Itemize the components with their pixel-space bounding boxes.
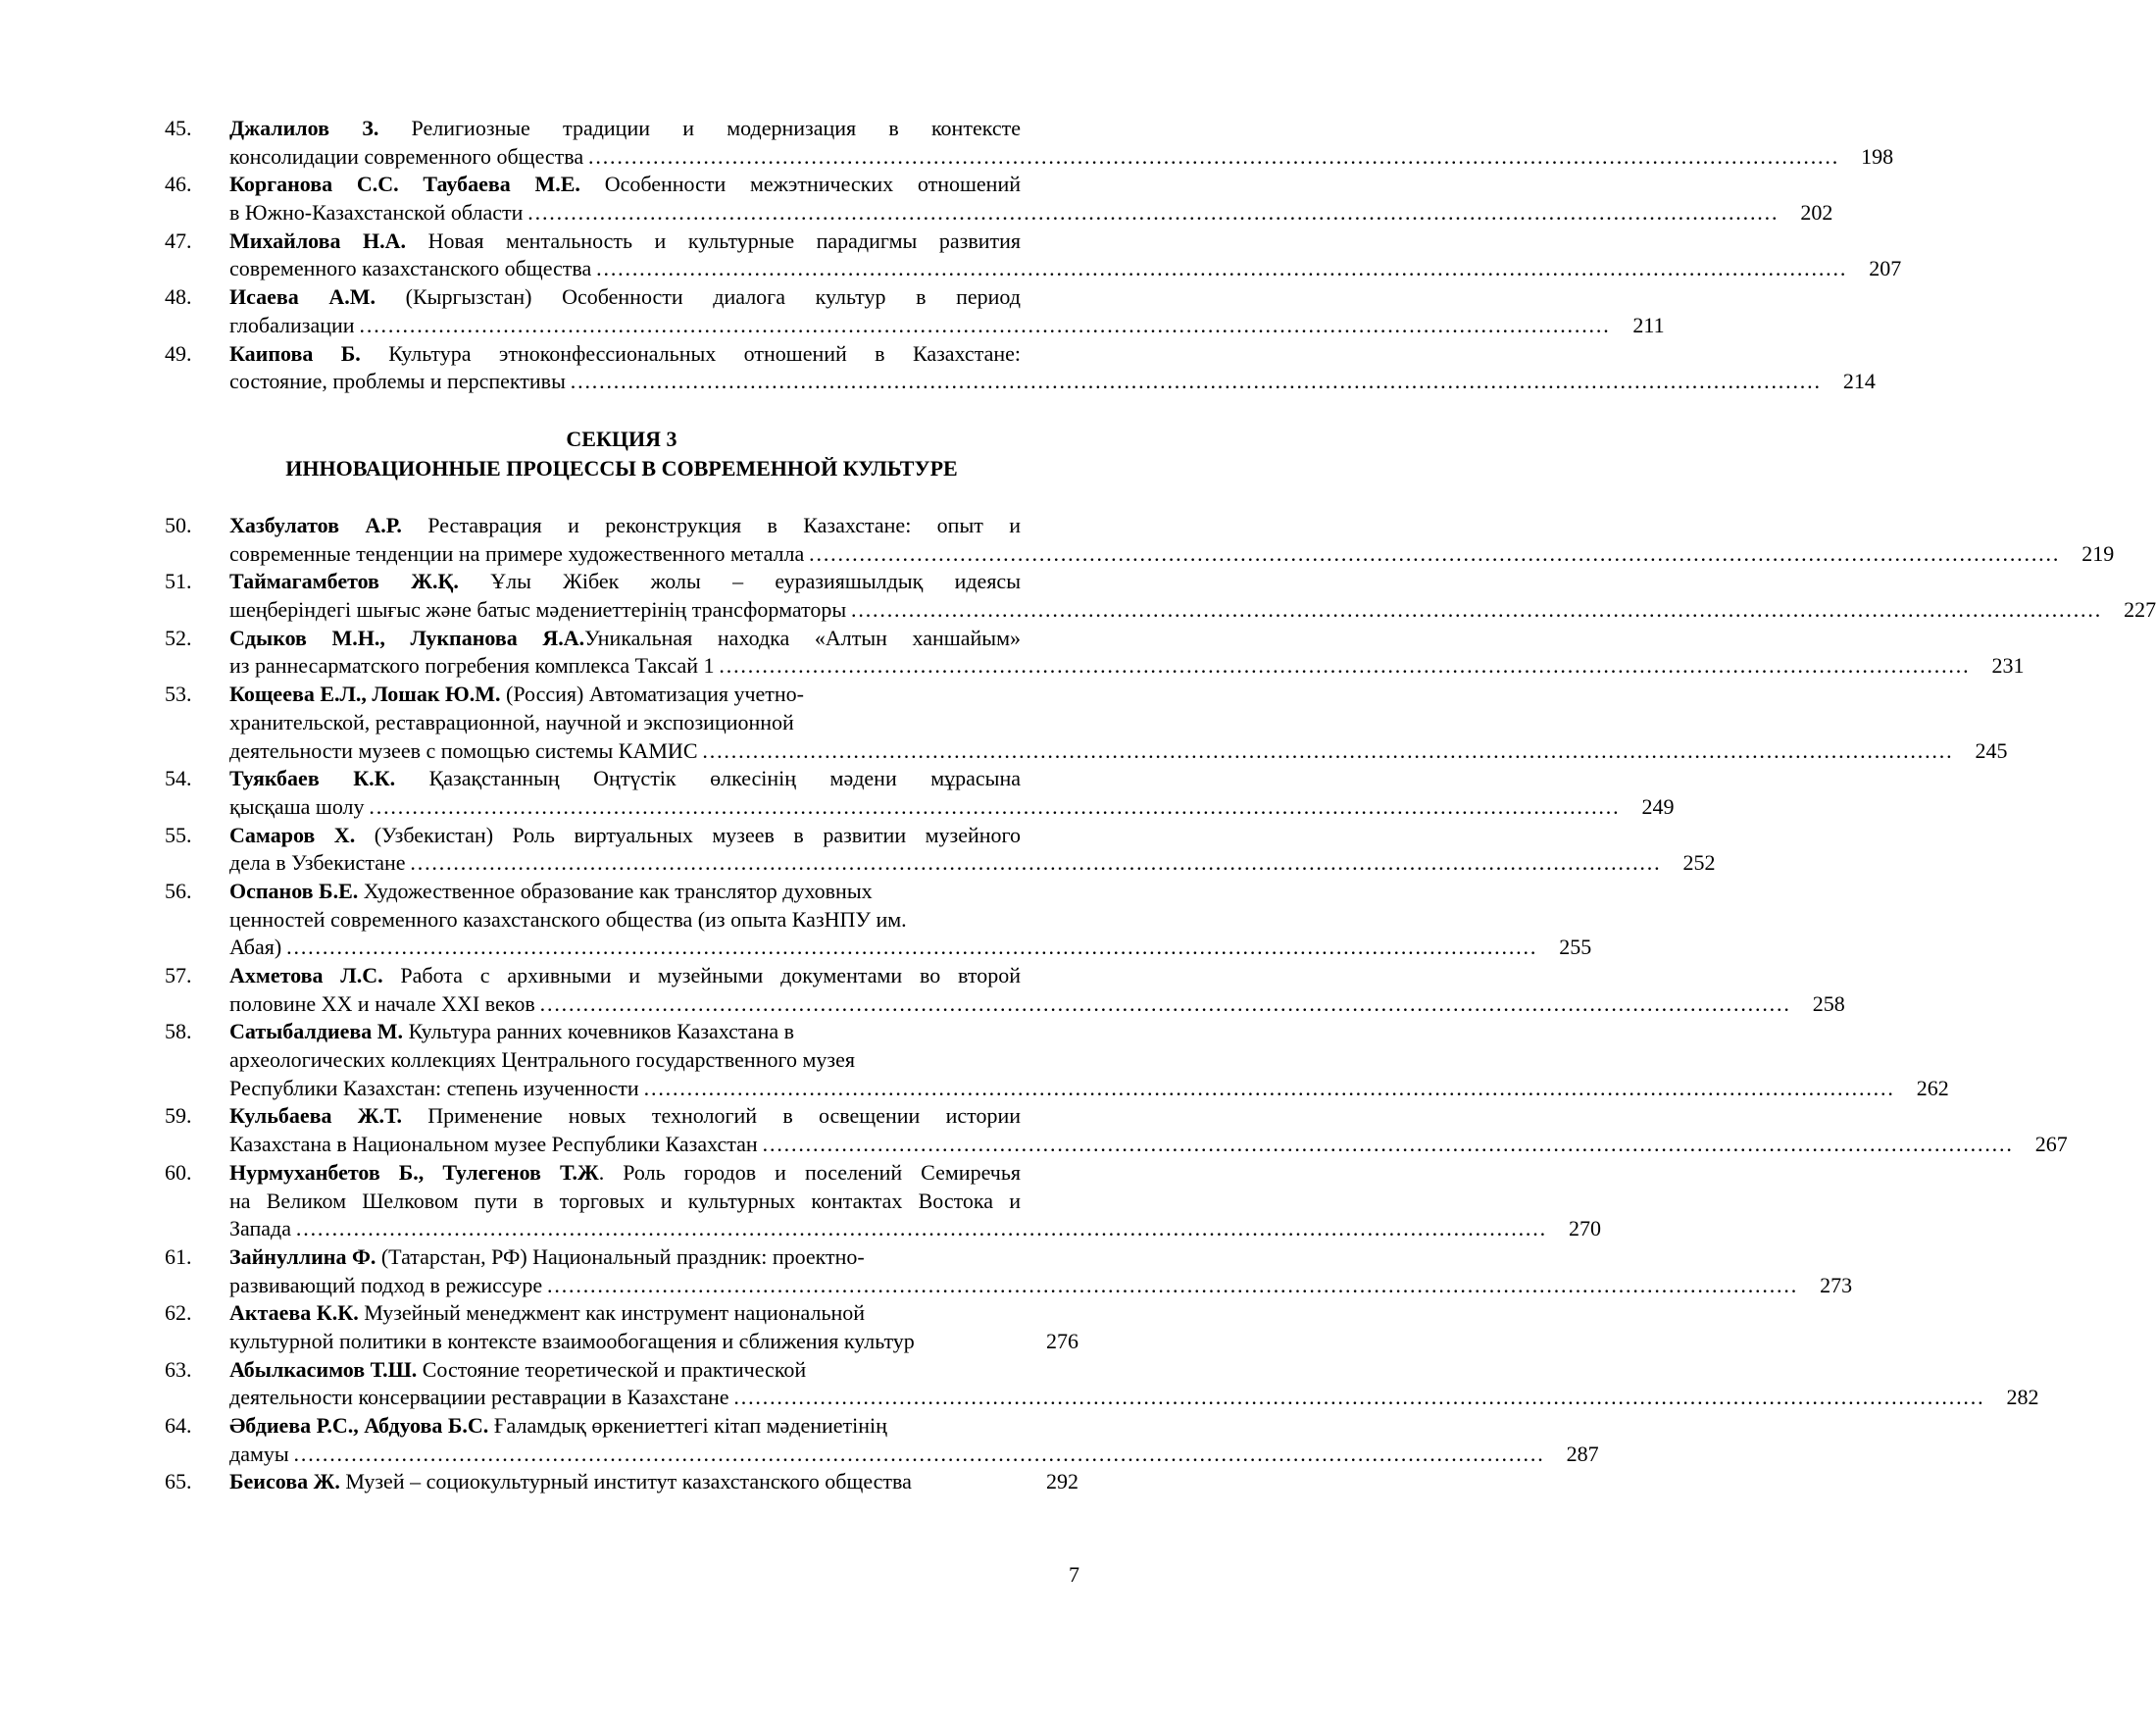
entry-line [229,962,1021,990]
entry-number: 58. [165,1019,192,1044]
entry-title-text: консолидации современного общества [229,143,584,169]
entry-author: Хазбулатов А.Р. [229,513,402,537]
dot-leader: ………………………………………………………………………………………………………………………………………………………… [368,793,1620,819]
entry-page-number: 207 [1869,256,1902,281]
entry-text [229,1300,865,1325]
page-number: 7 [1069,1562,1079,1587]
entry-title-text: Религиозные традиции и модернизация в контексте [378,116,1021,140]
entry-title-text: Музейный менеджмент как инструмент национальной [358,1300,866,1326]
toc-entry [165,1356,2039,1412]
entry-text [229,1357,806,1382]
dot-leader: ………………………………………………………………………………………………………………………………………………………… [761,1132,2013,1157]
entry-number: 56. [165,878,192,903]
entry-page-number: 245 [1975,737,2008,763]
toc-entry [165,1018,1949,1102]
entry-title-text: Қазақстанның Оңтүстік өлкесінің мәдени мұрасына [395,766,1021,791]
dot-leader: ………………………………………………………………………………………………………………………………………………………… [595,256,1847,281]
entry-page-number: 258 [1812,990,1845,1016]
entry-line [229,1243,1078,1272]
dot-leader: ………………………………………………………………………………………………………………………………………………………… [546,1272,1798,1297]
entry-line [229,1102,1021,1131]
entry-number: 60. [165,1159,192,1185]
entry-number: 59. [165,1103,192,1129]
entry-number: 54. [165,766,192,791]
entry-title-text: (Татарстан, РФ) Национальный праздник: проектно- [376,1243,865,1269]
entry-text [229,1215,291,1243]
entry-line [229,596,2156,625]
entry-title-text: культурной политики в контексте взаимообогащения и сближения культур [229,1328,915,1353]
entry-text [229,341,1021,366]
entry-page-number: 276 [1046,1328,1078,1353]
entry-author: Туякбаев К.К. [229,766,396,791]
entry-page-number: 198 [1861,143,1894,169]
entry-number: 46. [165,172,192,197]
entry-text [229,907,907,932]
entry-line [229,878,1078,906]
entry-title-text: современные тенденции на примере художественного металла [229,540,805,566]
entry-text [229,626,1021,650]
entry-author: Оспанов Б.Е. [229,878,359,903]
entry-text [229,1131,758,1159]
entry-line [229,1356,1078,1385]
entry-title-text: глобализации [229,312,355,337]
toc-entry [165,512,2115,568]
dot-leader: ………………………………………………………………………………………………………………………………………………………… [718,653,1970,679]
toc-entry [165,625,2025,681]
entry-title-text: Новая ментальность и культурные парадигмы развития [406,228,1021,253]
entry-author: Каипова Б. [229,340,361,366]
entry-line [229,368,1876,396]
entry-line [229,340,1021,369]
entry-line [229,906,1078,935]
toc-entry [165,962,1845,1018]
entry-page-number: 227 [2124,597,2156,623]
entry-line [229,228,1021,256]
entry-title-text: Культура ранних кочевников Казахстана в [403,1019,794,1044]
entry-line [229,512,1021,540]
entry-number: 51. [165,569,192,594]
entry-line [229,1384,2039,1412]
entry-line [229,990,1845,1019]
entry-title-text: на Великом Шелковом пути в торговых и культурных контактах Востока и [229,1188,1021,1213]
entry-number: 48. [165,284,192,310]
entry-title-text: из раннесарматского погребения комплекса Таксай 1 [229,653,715,679]
entry-line [229,765,1021,793]
entry-line [229,625,1021,653]
dot-leader: ………………………………………………………………………………………………………………………………………………………… [295,1216,1546,1241]
entry-line [229,652,2025,681]
entry-text [229,1384,729,1412]
toc-list-top [165,115,1902,396]
dot-leader: ………………………………………………………………………………………………………………………………………………………… [526,200,1779,226]
entry-text [229,934,281,962]
entry-line [229,849,1716,878]
dot-leader: ………………………………………………………………………………………………………………………………………………………… [642,1075,1894,1100]
toc-entry [165,878,1592,962]
entry-title-text: дамуы [229,1441,289,1466]
entry-page-number: 282 [2006,1385,2039,1410]
entry-text [229,849,406,878]
entry-text [229,682,804,706]
toc-entry [165,1412,1599,1468]
entry-line [229,1468,1078,1496]
entry-title-text: Реставрация и реконструкция в Казахстане: опыт и [401,513,1021,537]
entry-text [229,1075,639,1103]
entry-page-number: 287 [1566,1441,1599,1466]
entry-text [229,1441,289,1469]
entry-title-text: развивающий подход в режиссуре [229,1272,543,1297]
entry-title-text: половине XX и начале XXI веков [229,990,535,1016]
entry-text [229,1468,912,1496]
entry-line [229,1215,1601,1243]
entry-line [229,115,1021,143]
entry-line [229,199,1833,228]
entry-line [229,283,1021,312]
entry-number: 53. [165,682,192,707]
entry-line [229,1441,1599,1469]
entry-title-text: Республики Казахстан: степень изученности [229,1075,639,1100]
dot-leader: ………………………………………………………………………………………………………………………………………………………… [569,369,1821,394]
toc-entry [165,283,1665,339]
entry-line [229,934,1592,962]
entry-page-number: 252 [1682,850,1716,876]
toc-entry [165,765,1675,821]
entry-title-text: . Роль городов и поселений Семиречья [598,1159,1022,1185]
entry-text [229,766,1021,790]
entry-title-text: Применение новых технологий в освещении истории [401,1103,1022,1129]
entry-text [229,513,1021,537]
entry-author: Актаева К.К. [229,1300,359,1326]
entry-page-number: 262 [1916,1075,1949,1100]
entry-number: 49. [165,340,192,366]
dot-leader: ………………………………………………………………………………………………………………………………………………………… [808,540,2060,566]
toc-entry [165,1243,1853,1299]
entry-text [229,596,846,625]
entry-author: Михайлова Н.А. [229,228,407,253]
entry-line [229,171,1021,199]
entry-text [229,284,1021,309]
entry-author: Кульбаева Ж.Т. [229,1103,402,1129]
entry-author: Нурмуханбетов Б., Тулегенов Т.Ж [229,1159,599,1185]
entry-number: 50. [165,513,192,537]
entry-text [229,116,1021,140]
entry-title-text: (Россия) Автоматизация учетно- [500,682,805,707]
entry-title-text: хранительской, реставрационной, научной и экспозиционной [229,709,794,734]
entry-text [229,312,355,340]
entry-text [229,737,698,766]
entry-line [229,1131,2068,1159]
entry-title-text: Казахстана в Национальном музее Республики Казахстан [229,1132,758,1157]
entry-author: Самаров Х. [229,822,356,847]
entry-text [229,1244,865,1269]
entry-number: 64. [165,1413,192,1438]
entry-page-number: 273 [1820,1272,1853,1297]
entry-title-text: Абая) [229,935,282,960]
entry-text [229,1160,1021,1185]
entry-author: Сдыков М.Н., Лукпанова Я.А. [229,625,585,650]
entry-page-number: 255 [1559,935,1592,960]
entry-text [229,569,1021,593]
entry-line [229,1018,1078,1046]
entry-line [229,1328,1078,1356]
section-heading [165,425,1078,483]
entry-text [229,1272,542,1300]
entry-author: Корганова С.С. Таубаева М.Е. [229,172,580,197]
entry-number: 63. [165,1356,192,1382]
entry-line [229,143,1894,172]
entry-title-text: Работа с архивными и музейными документами во второй [382,963,1021,987]
entry-page-number: 231 [1991,653,2025,679]
entry-number: 61. [165,1243,192,1269]
entry-line [229,1272,1853,1300]
entry-text [229,1047,855,1072]
entry-title-text: Запада [229,1216,291,1241]
entry-line [229,793,1675,822]
toc-entry [165,340,1876,396]
entry-page-number: 249 [1641,793,1675,819]
entry-author: Джалилов З. [229,116,379,140]
entry-text [229,143,583,172]
entry-title-text: археологических коллекциях Центрального государственного музея [229,1047,855,1073]
entry-text [229,172,1021,196]
entry-text [229,255,591,283]
entry-title-text: деятельности музеев с помощью системы КАМИС [229,737,698,763]
entry-line [229,737,2008,766]
dot-leader: ………………………………………………………………………………………………………………………………………………………… [732,1385,1984,1410]
entry-page-number: 214 [1842,369,1876,394]
entry-text [229,1413,887,1438]
dot-leader: ………………………………………………………………………………………………………………………………………………………… [292,1441,1544,1466]
entry-author: Таймагамбетов Ж.Қ. [229,569,459,594]
entry-number: 62. [165,1300,192,1326]
entry-title-text: Уникальная находка «Алтын ханшайым» [584,625,1021,650]
entry-text [229,823,1021,847]
toc-entry [165,681,2008,765]
entry-title-text: Художественное образование как транслятор духовных [358,878,873,903]
entry-line [229,709,1078,737]
entry-text [229,793,365,822]
dot-leader: ………………………………………………………………………………………………………………………………………………………… [285,935,1537,960]
dot-leader: ………………………………………………………………………………………………………………………………………………………… [587,143,1839,169]
entry-line [229,255,1902,283]
entry-title-text: Состояние теоретической и практической [417,1356,807,1382]
entry-number: 52. [165,625,192,650]
entry-text [229,1328,915,1356]
entry-number: 65. [165,1469,192,1494]
entry-line [229,1046,1078,1075]
entry-title-text: Особенности межэтнических отношений [579,172,1021,197]
entry-line [229,540,2115,569]
entry-page-number: 219 [2081,540,2115,566]
entry-line [229,1159,1021,1188]
entry-page-number: 270 [1569,1216,1601,1241]
toc-entry [165,228,1902,283]
section-title: СЕКЦИЯ 3 [566,427,677,451]
entry-text [229,1189,1021,1213]
entry-author: Зайнуллина Ф. [229,1243,376,1269]
toc-entry [165,1468,1078,1496]
entry-line [229,1412,1078,1441]
entry-title-text: ценностей современного казахстанского общества (из опыта КазНПУ им. [229,906,907,932]
entry-number: 47. [165,228,192,253]
entry-title-text: шеңберіндегі шығыс және батыс мәдениеттерінің трансформаторы [229,597,847,623]
entry-text [229,199,523,228]
toc-entry [165,822,1716,878]
entry-page-number: 211 [1632,312,1665,337]
entry-author: Әбдиева Р.С., Абдуова Б.С. [229,1413,489,1438]
entry-title-text: современного казахстанского общества [229,256,592,281]
entry-number: 57. [165,963,192,987]
entry-author: Кощеева Е.Л., Лошак Ю.М. [229,682,501,707]
entry-text [229,963,1021,987]
entry-author: Абылкасимов Т.Ш. [229,1356,418,1382]
entry-author: Исаева А.М. [229,284,376,310]
entry-text [229,710,794,734]
dot-leader: ………………………………………………………………………………………………………………………………………………………… [538,990,1790,1016]
entry-text [229,990,535,1019]
toc-entry [165,171,1833,227]
entry-page-number: 292 [1046,1469,1078,1494]
entry-author: Сатыбалдиева М. [229,1019,404,1044]
entry-line [229,1075,1949,1103]
entry-page-number: 267 [2034,1132,2068,1157]
entry-title-text: Ұлы Жібек жолы – еуразияшылдық идеясы [458,569,1021,594]
entry-title-text: қысқаша шолу [229,793,365,819]
entry-text [229,1103,1021,1128]
entry-page-number: 202 [1800,200,1833,226]
entry-line [229,312,1665,340]
section-subtitle: ИННОВАЦИОННЫЕ ПРОЦЕССЫ В СОВРЕМЕННОЙ КУЛЬТУРЕ [285,456,958,481]
entry-title-text: Музей – социокультурный институт казахстанского общества [339,1469,912,1494]
dot-leader: ………………………………………………………………………………………………………………………………………………………… [358,312,1610,337]
toc-entry [165,115,1894,171]
toc-list-bottom [165,512,2156,1496]
entry-title-text: дела в Узбекистане [229,850,406,876]
entry-title-text: состояние, проблемы и перспективы [229,369,566,394]
entry-author: Беисова Ж. [229,1469,340,1494]
entry-author: Ахметова Л.С. [229,963,383,987]
entry-text [229,879,873,903]
entry-line [229,1299,1078,1328]
entry-title-text: Культура этноконфессиональных отношений в Казахстане: [360,340,1021,366]
dot-leader: ………………………………………………………………………………………………………………………………………………………… [701,737,1953,763]
entry-title-text: Ғаламдық өркениеттегі кітап мәдениетінің [488,1413,887,1438]
entry-text [229,228,1021,253]
entry-number: 55. [165,822,192,847]
dot-leader [919,1328,1024,1356]
toc-entry [165,1102,2068,1158]
entry-number: 45. [165,116,192,140]
entry-line [229,568,1021,596]
entry-text [229,368,566,396]
entry-line [229,1188,1021,1216]
entry-line [229,822,1021,850]
entry-title-text: (Кыргызстан) Особенности диалога культур в период [376,284,1021,310]
toc-entry [165,568,2156,624]
entry-title-text: в Южно-Казахстанской области [229,200,524,226]
entry-line [229,681,1078,709]
entry-text [229,540,804,569]
entry-text [229,1019,794,1043]
entry-title-text: деятельности консервациии реставрации в Казахстане [229,1385,729,1410]
toc-entry [165,1159,1601,1243]
entry-text [229,652,715,681]
entry-title-text: (Узбекистан) Роль виртуальных музеев в развитии музейного [355,822,1022,847]
dot-leader: ………………………………………………………………………………………………………………………………………………………… [850,597,2102,623]
toc-entry [165,1299,1078,1355]
dot-leader: ………………………………………………………………………………………………………………………………………………………… [409,850,1661,876]
dot-leader [916,1468,1024,1496]
